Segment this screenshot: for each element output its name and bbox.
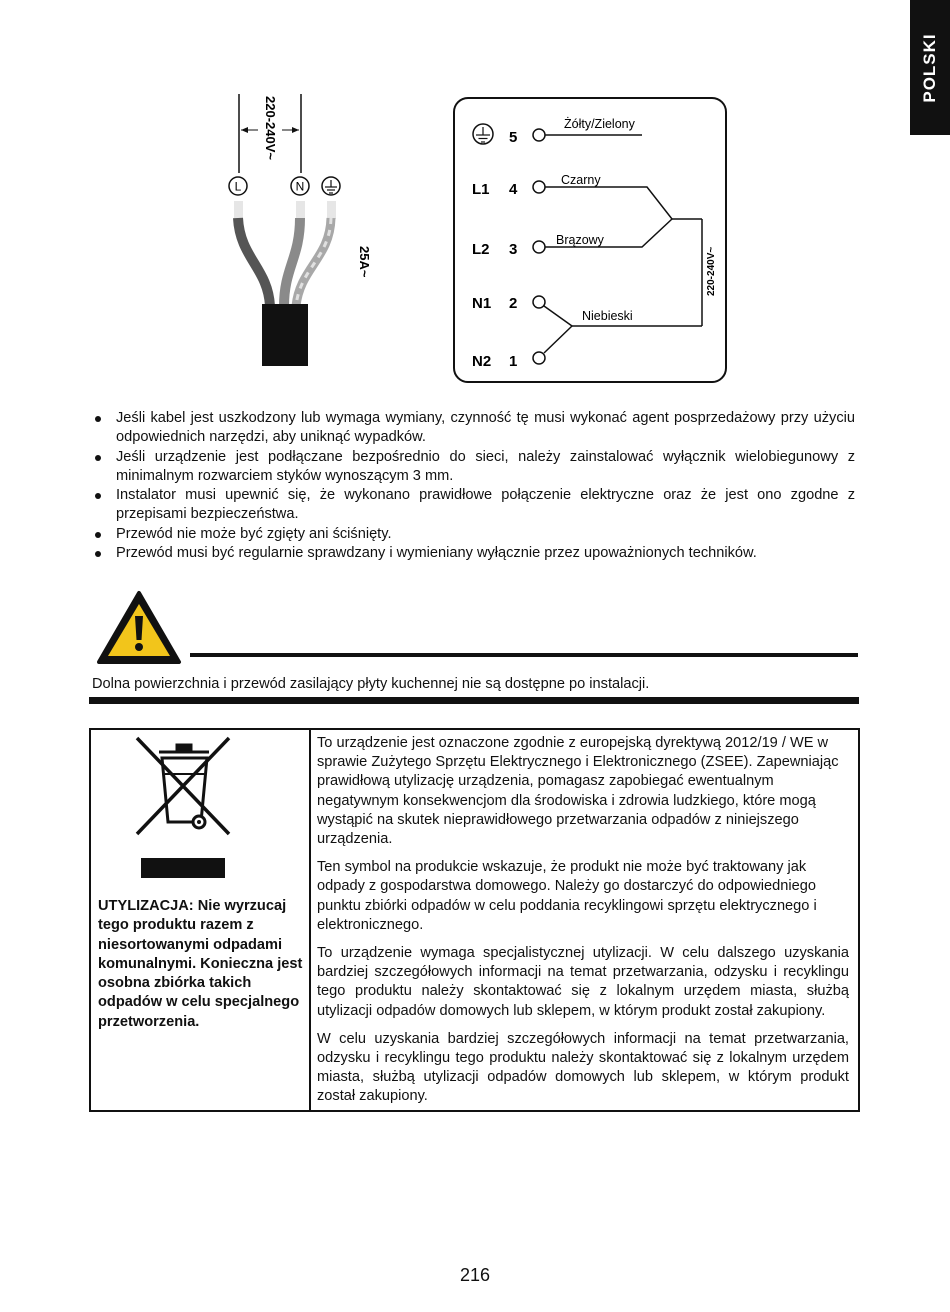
weee-paragraph: To urządzenie jest oznaczone zgodnie z europejską dyrektywą 2012/19 / WE w sprawie Zużytego Sprzętu Elektrycznego i Elektronicznego (ZSEE). Zapewniając prawidłową utylizację urządzenia, pomagasz zapobiegać ewentualnym negatywnym konsekwencjom dla środowiska i zdrowia ludzkiego, które mogą wystąpić na skutek nieprawidłowego przetwarzania odpadów z niniejszego urządzenia. [317, 735, 839, 848]
list-item: Jeśli kabel jest uszkodzony lub wymaga wymiany, czynność tę musi wykonać agent posprzedażowy przy użyciu odpowiednich narzędzi, aby uniknąć wypadków. [92, 409, 855, 448]
terminal-name-L1: L1 [472, 181, 490, 198]
weee-paragraph: W celu uzyskania bardziej szczegółowych informacji na temat przetwarzania, odzysku i recyklingu tego produktu należy skontaktować się z lokalnym urzędem miasta, służbą utylizacji odpadów domowych lub sklepem, w którym produkt został zakupiony. [317, 1030, 849, 1105]
disposal-caption: UTYLIZACJA: Nie wyrzucaj tego produktu razem z niesortowanymi odpadami komunalnymi. Konieczna jest osobna zbiórka takich odpadów w celu specjalnego przetworzenia. [98, 898, 303, 1030]
weee-paragraph: To urządzenie wymaga specjalistycznej utylizacji. W celu dalszego uzyskania bardziej szczegółowych informacji na temat przetwarzania, odzysku i recyklingu tego produktu należy skontaktować się z lokalnym urzędem miasta, służbą utylizacji odpadów domowych lub sklepem, w którym produkt został zakupiony. [317, 945, 849, 1019]
list-item: Instalator musi upewnić się, że wykonano prawidłowe połączenie elektryczne oraz że jest ono zgodne z przepisami bezpieczeństwa. [92, 486, 855, 525]
list-item: Przewód nie może być zgięty ani ściśnięty. [92, 525, 855, 544]
terminal-name-N2: N2 [472, 353, 492, 370]
cable-voltage-label: 220-240V~ [263, 96, 278, 160]
crossed-out-bin-icon [129, 736, 237, 886]
terminal-number-3: 3 [509, 241, 518, 258]
language-tab [910, 0, 950, 135]
ground-terminal-icon [473, 124, 493, 144]
wire-label-black: Czarny [561, 173, 601, 187]
terminal-N-label: N [295, 179, 305, 194]
weee-disposal-box [89, 728, 860, 1112]
cable-current-label: 25A~ [357, 246, 372, 278]
section-divider [89, 697, 859, 704]
warning-triangle-icon [96, 590, 182, 666]
cable-wiring-diagram [210, 88, 380, 378]
weee-paragraph: Ten symbol na produkcie wskazuje, że produkt nie może być traktowany jak odpady z gospodarstwa domowego. Należy go dostarczyć do odpowiedniego punktu zbiórki odpadów w celu poddania recyklingowi sprzętu elektrycznego i elektronicznego. [317, 859, 817, 933]
wire-label-yellow-green: Żółty/Zielony [564, 117, 635, 131]
list-item: Przewód musi być regularnie sprawdzany i wymieniany wyłącznie przez upoważnionych techników. [92, 544, 855, 563]
language-tab-label: POLSKI [920, 32, 939, 103]
terminal-block-diagram [452, 96, 730, 386]
terminal-number-5: 5 [509, 129, 518, 146]
safety-bullet-list [92, 409, 855, 563]
terminal-N-icon [291, 177, 309, 195]
list-item: Jeśli urządzenie jest podłączane bezpośrednio do sieci, należy zainstalować wyłącznik wielobiegunowy z minimalnym rozwarciem styków wynoszącym 3 mm. [92, 448, 855, 487]
weee-symbol-cell [91, 730, 311, 1110]
terminal-number-2: 2 [509, 295, 518, 312]
page-number: 216 [459, 1265, 491, 1285]
terminal-number-1: 1 [509, 353, 518, 370]
terminal-name-N1: N1 [472, 295, 492, 312]
warning-text: Dolna powierzchnia i przewód zasilający płyty kuchennej nie są dostępne po instalacji. [92, 676, 650, 692]
ground-terminal-icon [322, 177, 340, 195]
supply-voltage-label: 220-240V~ [706, 246, 717, 296]
terminal-number-4: 4 [509, 181, 518, 198]
terminal-L-label: L [234, 179, 242, 194]
weee-text-cell [317, 734, 849, 1116]
wire-label-brown: Brązowy [556, 233, 604, 247]
terminal-L-icon [229, 177, 247, 195]
warning-divider [190, 653, 858, 657]
terminal-name-L2: L2 [472, 241, 490, 258]
wire-label-blue: Niebieski [582, 309, 633, 323]
